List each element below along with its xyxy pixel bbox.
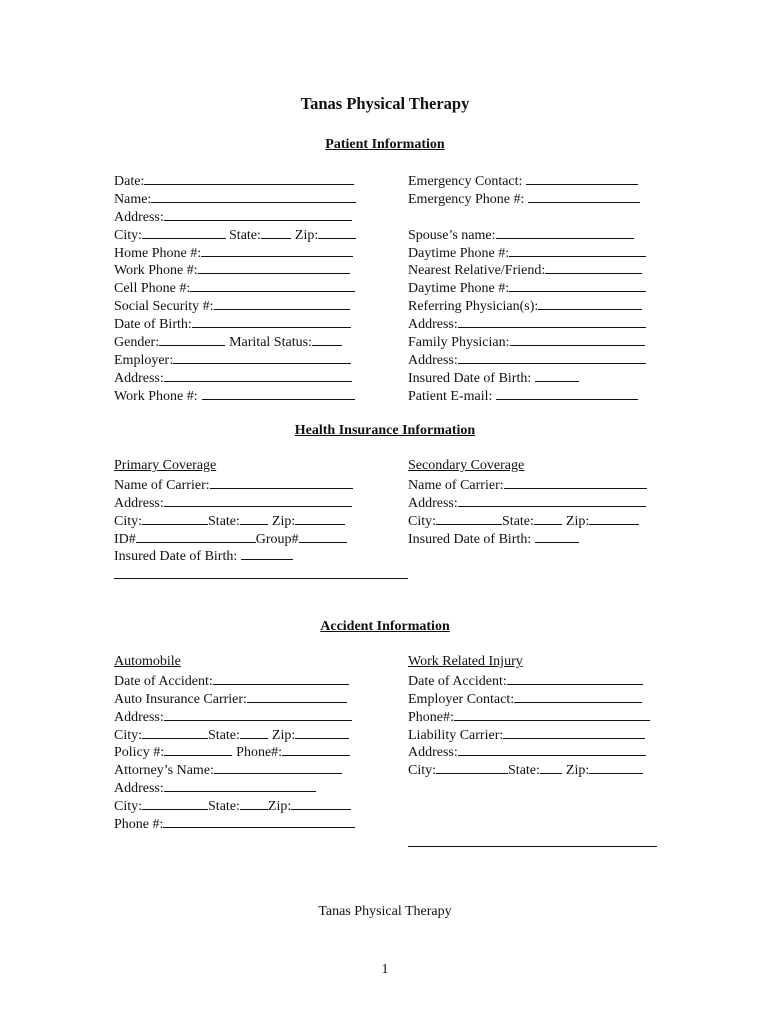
dob-label: Date of Birth: — [114, 317, 192, 333]
insured-dob-label: Insured Date of Birth: — [408, 370, 532, 386]
family-address-row — [408, 350, 646, 368]
ssn-label: Social Security #: — [114, 299, 214, 315]
work-injury-heading: Work Related Injury — [408, 654, 523, 669]
referring-address-row — [408, 314, 646, 332]
secondary-zip-label: Zip: — [565, 513, 590, 529]
referring-physician-label: Referring Physician(s): — [408, 299, 539, 315]
marital-status-label: Marital Status: — [229, 335, 312, 351]
primary-group-field[interactable] — [299, 529, 347, 543]
work-injury-column — [408, 653, 650, 778]
employer-row — [114, 350, 356, 368]
attorney-zip-label: Zip: — [267, 799, 292, 815]
secondary-coverage-heading: Secondary Coverage — [408, 458, 525, 473]
city-state-zip-row — [114, 225, 356, 243]
name-field[interactable] — [151, 189, 356, 203]
work-city-label: City: — [408, 763, 437, 779]
auto-address-label: Address: — [114, 709, 164, 725]
primary-city-label: City: — [114, 513, 143, 529]
secondary-coverage-column — [408, 457, 647, 546]
work-zip-field[interactable] — [589, 760, 643, 774]
family-address-label: Address: — [408, 352, 458, 368]
secondary-insured-dob-label: Insured Date of Birth: — [408, 531, 532, 547]
family-physician-label: Family Physician: — [408, 335, 510, 351]
spouse-field[interactable] — [496, 225, 634, 239]
nearest-relative-label: Nearest Relative/Friend: — [408, 263, 546, 279]
home-phone-field[interactable] — [201, 243, 353, 257]
name-label: Name: — [114, 191, 152, 207]
zip-field[interactable] — [318, 225, 356, 239]
attorney-city-row — [114, 796, 355, 814]
auto-phone-field[interactable] — [282, 742, 350, 756]
cell-phone-row — [114, 278, 356, 296]
employer-contact-row — [408, 689, 650, 707]
attorney-label: Attorney’s Name: — [114, 763, 214, 779]
primary-group-label: Group# — [255, 531, 299, 547]
zip-label: Zip: — [294, 227, 319, 243]
secondary-state-label: State: — [502, 513, 534, 529]
auto-zip-label: Zip: — [271, 727, 296, 743]
home-phone-label: Home Phone #: — [114, 245, 202, 261]
employer-address-label: Address: — [114, 370, 164, 386]
secondary-address-label: Address: — [408, 495, 458, 511]
attorney-field[interactable] — [214, 760, 342, 774]
work-city-row — [408, 760, 650, 778]
patient-right-column — [408, 171, 646, 404]
employer-address-row — [114, 368, 356, 386]
email-row — [408, 386, 646, 404]
family-physician-field[interactable] — [510, 332, 645, 346]
state-field[interactable] — [261, 225, 291, 239]
attorney-city-field[interactable] — [142, 796, 208, 810]
ssn-field[interactable] — [214, 296, 350, 310]
auto-city-field[interactable] — [142, 725, 208, 739]
address-label: Address: — [114, 209, 164, 225]
primary-city-row — [114, 511, 353, 529]
primary-carrier-row — [114, 475, 353, 493]
daytime-phone-row — [408, 243, 646, 261]
auto-policy-row — [114, 742, 355, 760]
work-injury-phone-label: Phone#: — [408, 709, 454, 725]
gender-field[interactable] — [159, 332, 225, 346]
work-phone-label: Work Phone #: — [114, 263, 198, 279]
family-physician-row — [408, 332, 646, 350]
primary-insured-dob-label: Insured Date of Birth: — [114, 549, 238, 565]
secondary-zip-field[interactable] — [589, 511, 639, 525]
auto-address-row — [114, 707, 355, 725]
state-label: State: — [229, 227, 261, 243]
attorney-city-label: City: — [114, 799, 143, 815]
liability-row — [408, 725, 650, 743]
primary-address-label: Address: — [114, 495, 164, 511]
auto-date-row — [114, 671, 355, 689]
nearest-relative-row — [408, 260, 646, 278]
auto-city-label: City: — [114, 727, 143, 743]
work-date-label: Date of Accident: — [408, 673, 507, 689]
secondary-city-field[interactable] — [436, 511, 502, 525]
daytime-phone-field[interactable] — [509, 243, 646, 257]
primary-insured-dob-row — [114, 546, 353, 564]
automobile-heading: Automobile — [114, 654, 181, 669]
attorney-zip-field[interactable] — [291, 796, 351, 810]
work-date-row — [408, 671, 650, 689]
work-phone2-row — [114, 386, 356, 404]
gender-marital-row — [114, 332, 356, 350]
primary-zip-label: Zip: — [271, 513, 296, 529]
auto-city-row — [114, 725, 355, 743]
auto-phone-label: Phone#: — [236, 745, 283, 761]
patient-left-column — [114, 171, 356, 404]
liability-label: Liability Carrier: — [408, 727, 504, 743]
date-field[interactable] — [144, 171, 354, 185]
emergency-contact-row — [408, 171, 646, 189]
emergency-contact-label: Emergency Contact: — [408, 174, 523, 189]
dob-row — [114, 314, 356, 332]
gender-label: Gender: — [114, 335, 160, 351]
automobile-column — [114, 653, 355, 832]
primary-address-row — [114, 493, 353, 511]
insured-dob-row — [408, 368, 646, 386]
primary-state-label: State: — [208, 513, 240, 529]
primary-state-field[interactable] — [240, 511, 268, 525]
secondary-city-label: City: — [408, 513, 437, 529]
employer-label: Employer: — [114, 352, 174, 368]
work-phone-row — [114, 260, 356, 278]
cell-phone-label: Cell Phone #: — [114, 281, 191, 297]
primary-coverage-column — [114, 457, 353, 564]
work-address-field[interactable] — [458, 742, 646, 756]
employer-contact-label: Employer Contact: — [408, 691, 515, 707]
attorney-address-field[interactable] — [164, 778, 316, 792]
primary-signature-line[interactable] — [114, 578, 408, 579]
secondary-city-row — [408, 511, 647, 529]
referring-address-label: Address: — [408, 317, 458, 333]
secondary-address-row — [408, 493, 647, 511]
date-label: Date: — [114, 174, 145, 189]
emergency-phone-row — [408, 189, 646, 207]
secondary-carrier-row — [408, 475, 647, 493]
attorney-row — [114, 760, 355, 778]
footer-practice-name: Tanas Physical Therapy — [318, 904, 452, 919]
work-injury-phone-field[interactable] — [454, 707, 650, 721]
primary-id-label: ID# — [114, 531, 136, 547]
attorney-address-row — [114, 778, 355, 796]
work-date-field[interactable] — [507, 671, 643, 685]
page-number: 1 — [381, 962, 389, 977]
date-row — [114, 171, 356, 189]
referring-physician-row — [408, 296, 646, 314]
auto-policy-field[interactable] — [164, 742, 232, 756]
primary-city-field[interactable] — [142, 511, 208, 525]
referring-address-field[interactable] — [458, 314, 646, 328]
daytime-phone-label: Daytime Phone #: — [408, 245, 510, 261]
employer-field[interactable] — [173, 350, 351, 364]
auto-date-label: Date of Accident: — [114, 673, 213, 689]
work-signature-line[interactable] — [408, 846, 657, 847]
family-address-field[interactable] — [458, 350, 646, 364]
secondary-carrier-field[interactable] — [504, 475, 647, 489]
attorney-phone-label: Phone #: — [114, 817, 164, 833]
work-zip-label: Zip: — [565, 763, 590, 779]
attorney-phone-field[interactable] — [163, 814, 355, 828]
email-field[interactable] — [496, 386, 638, 400]
home-phone-row — [114, 243, 356, 261]
auto-carrier-label: Auto Insurance Carrier: — [114, 691, 247, 707]
accident-information-heading: Accident Information — [320, 619, 450, 634]
attorney-address-label: Address: — [114, 781, 164, 797]
primary-carrier-field[interactable] — [210, 475, 353, 489]
daytime-phone2-row — [408, 278, 646, 296]
work-phone-row2 — [408, 707, 650, 725]
emergency-contact-field[interactable] — [526, 171, 638, 185]
secondary-insured-dob-field[interactable] — [535, 529, 579, 543]
primary-insured-dob-field[interactable] — [241, 546, 293, 560]
primary-coverage-heading: Primary Coverage — [114, 458, 217, 473]
work-phone2-label: Work Phone #: — [114, 388, 198, 404]
work-phone-field[interactable] — [198, 260, 350, 274]
secondary-carrier-label: Name of Carrier: — [408, 477, 504, 493]
ssn-row — [114, 296, 356, 314]
primary-zip-field[interactable] — [295, 511, 345, 525]
auto-address-field[interactable] — [164, 707, 352, 721]
attorney-state-field[interactable] — [240, 796, 268, 810]
attorney-state-label: State: — [208, 799, 240, 815]
work-address-row — [408, 742, 650, 760]
employer-contact-field[interactable] — [514, 689, 642, 703]
address-row — [114, 207, 356, 225]
work-phone2-field[interactable] — [202, 386, 355, 400]
auto-carrier-row — [114, 689, 355, 707]
liability-field[interactable] — [503, 725, 645, 739]
secondary-state-field[interactable] — [534, 511, 562, 525]
nearest-relative-field[interactable] — [545, 260, 642, 274]
auto-carrier-field[interactable] — [247, 689, 347, 703]
name-row — [114, 189, 356, 207]
secondary-insured-dob-row — [408, 529, 647, 547]
auto-policy-label: Policy #: — [114, 745, 165, 761]
daytime-phone2-label: Daytime Phone #: — [408, 281, 510, 297]
auto-zip-field[interactable] — [295, 725, 349, 739]
auto-state-field[interactable] — [240, 725, 268, 739]
auto-date-field[interactable] — [213, 671, 349, 685]
city-label: City: — [114, 227, 143, 243]
address-field[interactable] — [164, 207, 352, 221]
work-city-field[interactable] — [436, 760, 508, 774]
dob-field[interactable] — [192, 314, 351, 328]
attorney-phone-row — [114, 814, 355, 832]
referring-physician-field[interactable] — [538, 296, 642, 310]
work-address-label: Address: — [408, 745, 458, 761]
employer-address-field[interactable] — [164, 368, 352, 382]
email-label: Patient E-mail: — [408, 388, 493, 404]
blank-row — [408, 207, 646, 225]
insured-dob-field[interactable] — [535, 368, 579, 382]
work-state-label: State: — [508, 763, 540, 779]
patient-information-heading: Patient Information — [325, 137, 445, 152]
health-insurance-heading: Health Insurance Information — [294, 423, 476, 438]
cell-phone-field[interactable] — [190, 278, 355, 292]
spouse-row — [408, 225, 646, 243]
primary-carrier-label: Name of Carrier: — [114, 477, 210, 493]
primary-address-field[interactable] — [164, 493, 352, 507]
primary-id-row — [114, 529, 353, 547]
emergency-phone-label: Emergency Phone #: — [408, 191, 525, 207]
spouse-label: Spouse’s name: — [408, 227, 496, 243]
city-field[interactable] — [142, 225, 226, 239]
form-title: Tanas Physical Therapy — [300, 94, 470, 113]
primary-id-field[interactable] — [136, 529, 256, 543]
emergency-phone-field[interactable] — [528, 189, 640, 203]
auto-state-label: State: — [208, 727, 240, 743]
marital-status-field[interactable] — [312, 332, 342, 346]
work-state-field[interactable] — [540, 760, 562, 774]
secondary-address-field[interactable] — [458, 493, 646, 507]
daytime-phone2-field[interactable] — [509, 278, 646, 292]
